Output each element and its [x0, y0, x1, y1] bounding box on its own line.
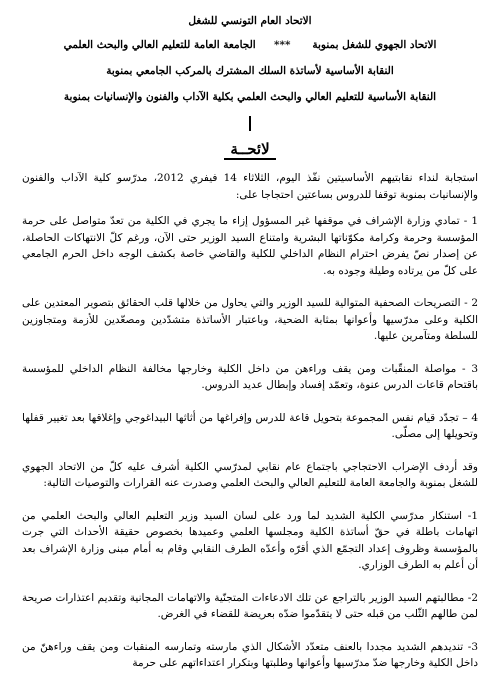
document-title [22, 139, 478, 160]
reason-item-3: 3 - مواصلة المنقّبات ومن يقف وراءهن من داخل الكلية وخارجها مخالفة النظام الداخلي للمؤسسة باقتحام قاعات الدرس عنوة، وتعمّد إفساد وإبطال عديد الدروس. [22, 362, 478, 391]
reason-item-1: 1 - تمادي وزارة الإشراف في موقفها غير المسؤول إزاء ما يجري في الكلية من تعدّ متواصل على حرمة المؤسسة وحرمة وكرامة مكوّناتها البشرية وامتناع السيد الوزير حتى الآن، ورغم كلّ الانتهاكات الحاصلة، عن إصدار نصّ يفرض احترام النظام الداخلي للكلية والقاضي خاصة بكشف الوجه داخل الحرم الجامعي على كلّ من يرتاده وطيلة وجوده به. [22, 215, 478, 277]
union-header-line-4: النقابة الأساسية للتعليم العالي والبحث العلمي بكلية الآداب والفنون والإنسانيات بمنوبة [63, 91, 437, 103]
meeting-paragraph: وقد أردف الإضراب الاحتجاجي باجتماع عام نقابي لمدرّسي الكلية أشرف عليه كلّ من الاتحاد الجهوي للشغل بمنوبة والجامعة العامة للتعليم العالي والبحث العلمي وصدرت عنه القرارات والتوصيات التالية: [22, 460, 478, 489]
resolutions-list [22, 508, 478, 672]
union-header-line-1: الاتحاد العام التونسي للشغل [188, 15, 312, 27]
resolution-item-2: 2- مطالبتهم السيد الوزير بالتراجع عن تلك الادعاءات المتجنّية والاتهامات المجانية وتقديم اعتذارات صريحة لمن طالهم الثّلب من قبله حتى لا يتقدّموا ضدّه بعريضة للقضاء في الغرض. [22, 591, 478, 620]
resolution-item-3: 3- تنديدهم الشديد مجددا بالعنف متعدّد الأشكال الذي مارسته وتمارسه المنقبات ومن يقف وراءهنّ من داخل الكلية وخارجها ضدّ مدرّسيها وأعوانها وطلبتها وبتكرار اعتداءاتهم على حرمة [22, 640, 478, 669]
intro-paragraph: استجابة لنداء نقابتيهم الأساسيتين نفّذ اليوم، الثلاثاء 14 فيفري 2012، مدرّسو كلية الآداب والفنون والإنسانيات بمنوبة توقفا للدروس بساعتين احتجاجا على: [22, 172, 479, 201]
reason-item-2: 2 - التصريحات الصحفية المتوالية للسيد الوزير والتي يحاول من خلالها قلب الحقائق بتصوير المعتدين على الكلية وعلى مدرّسيها وأعوانها بمثابة الضحية، وباعتبار الأساتذة متشدّدين ومصعّدين للأزمة ومتجاوزين للسلطة ومتآمرين عليها. [22, 297, 478, 342]
union-header-line-3: النقابة الأساسية لأساتذة السلك المشترك بالمركب الجامعي بمنوبة [106, 65, 394, 77]
reason-item-4: 4 – تجدّد قيام نفس المجموعة بتحويل قاعة للدرس وإفراغها من أثاثها البيداغوجي وإغلاقها بعد تغيير قفلها وتحويلها إلى مصلّى. [22, 411, 478, 440]
vertical-bar-mark [249, 116, 252, 131]
document-title-text: لائحــة [224, 140, 275, 160]
union-header-line-2: الاتحاد الجهوي للشغل بمنوبة *** الجامعة العامة للتعليم العالي والبحث العلمي [63, 39, 437, 51]
resolution-item-1: 1- استنكار مدرّسي الكلية الشديد لما ورد على لسان السيد وزير التعليم العالي والبحث العلمي من اتهامات باطلة في حقّ أساتذة الكلية ومجلسها العلمي وعميدها بخصوص حقيقة الأحداث التي جرت بالمؤسسة وظروف إعداد التجمّع الذي أقرّه وأعدّه الطرف النقابي وقام به أمام مبنى وزارة الإشراف بعد أن أعلم به الطرف الوزاري. [22, 509, 478, 571]
